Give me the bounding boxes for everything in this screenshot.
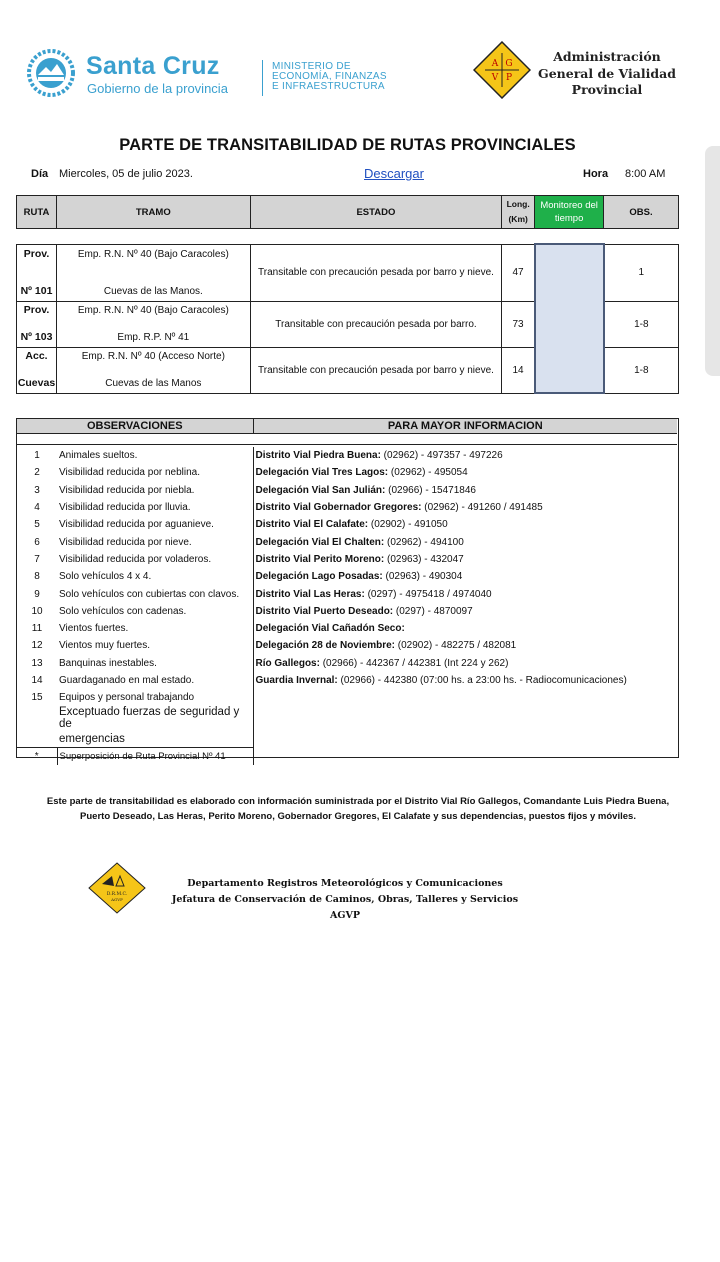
contact-phone: (0297) - 4975418 / 4974040 (364, 588, 492, 600)
route-number: Nº 101 (20, 284, 53, 297)
contact-phone: (02962) - 495054 (388, 467, 468, 479)
department-line-3: AGVP (330, 910, 360, 921)
obs-cell: 1 (604, 244, 679, 301)
table-row (17, 533, 677, 550)
table-row (17, 447, 677, 464)
col-tramo: TRAMO (56, 196, 250, 229)
col-obs: OBS. (604, 196, 679, 229)
contact-info (253, 603, 677, 620)
agvp-logo-icon (473, 41, 531, 99)
ministry-line-2: ECONOMÍA, FINANZAS (272, 71, 387, 82)
contact-info (253, 637, 677, 654)
contact-info (253, 516, 677, 533)
header-spacer (17, 435, 677, 445)
table-row (17, 516, 677, 533)
contact-info (253, 585, 677, 602)
contact-name: Distrito Vial El Calafate: (255, 519, 369, 531)
observation-text: Visibilidad reducida por aguanieve. (59, 519, 214, 531)
tramo-from: Emp. R.N. Nº 40 (Bajo Caracoles) (77, 248, 229, 260)
observation-text: Solo vehículos con cadenas. (59, 605, 187, 617)
agency-name (536, 49, 678, 99)
contact-name: Delegación 28 de Noviembre: (255, 640, 395, 652)
contact-phone: (02966) - 442380 (07:00 hs. a 23:00 hs. - Radiocomunicaciones) (337, 675, 627, 686)
observation-number (17, 730, 57, 747)
contact-info (253, 730, 677, 747)
department-line-2: Jefatura de Conservación de Caminos, Obras, Talleres y Servicios (171, 894, 519, 905)
tramo-cell (56, 301, 250, 347)
agency-line-2: General de Vialidad (538, 65, 676, 81)
observation-number: * (17, 748, 57, 765)
route-cell (17, 244, 57, 301)
table-row (17, 603, 677, 620)
santa-cruz-emblem-icon (26, 48, 76, 98)
observation-number: 7 (34, 553, 40, 565)
footnote-line-1: Este parte de transitabilidad es elaborado con información suministrada por el Distrito Vial Río Gallegos, Comandante Luis Piedra Buena, (46, 796, 670, 807)
contact-phone: (02966) - 15471846 (385, 484, 476, 496)
observations-box (16, 418, 679, 763)
observation-text: Banquinas inestables. (59, 657, 157, 669)
long-cell: 47 (502, 244, 535, 301)
table-row (17, 568, 677, 585)
contact-phone: (02962) - 491260 / 491485 (421, 502, 543, 514)
observation-text: Visibilidad reducida por nieve. (59, 536, 192, 548)
routes-header-table (16, 195, 679, 229)
contact-phone: (0297) - 4870097 (393, 605, 473, 617)
col-monitoreo-line-1: Monitoreo del (540, 200, 598, 211)
observations-title: OBSERVACIONES (17, 419, 253, 433)
route-type: Prov. (23, 247, 50, 260)
col-estado: ESTADO (250, 196, 502, 229)
contact-phone: (02962) - 497357 - 497226 (380, 450, 503, 462)
estado-cell: Transitable con precaución pesada por barro y nieve. (250, 347, 502, 393)
table-row (17, 672, 677, 689)
col-long-line-1: Long. (506, 199, 530, 209)
footnote (28, 794, 688, 824)
table-row (17, 482, 677, 499)
agvp-letter-p: P (505, 73, 513, 83)
agvp-letter-a: A (491, 59, 499, 69)
hour-label: Hora (583, 168, 609, 180)
observation-text: Guardaganado en mal estado. (59, 675, 195, 686)
col-ruta: RUTA (17, 196, 57, 229)
observation-text: Solo vehículos 4 x 4. (59, 571, 152, 583)
tramo-from: Emp. R.N. Nº 40 (Bajo Caracoles) (77, 305, 229, 316)
observation-number: 11 (31, 623, 43, 635)
observation-number: 4 (34, 502, 40, 514)
observation-number: 3 (34, 484, 40, 496)
col-monitoreo-line-2: tiempo (554, 213, 584, 224)
tramo-to: Cuevas de las Manos. (103, 285, 203, 297)
table-row (17, 689, 677, 706)
contact-phone: (02902) - 482275 / 482081 (395, 640, 517, 652)
agvp-letter-v: V (491, 73, 499, 83)
contact-name: Distrito Vial Puerto Deseado: (255, 605, 394, 617)
observation-text: Animales sueltos. (59, 450, 138, 462)
monitor-cell (535, 244, 604, 393)
route-number: Nº 103 (20, 331, 53, 343)
col-long (502, 196, 535, 229)
table-row (17, 620, 677, 637)
observation-number: 14 (31, 675, 43, 686)
table-row (17, 499, 677, 516)
tramo-to: Cuevas de las Manos (105, 378, 202, 389)
observation-text: Superposición de Ruta Provincial Nº 41 (57, 748, 253, 765)
table-row (17, 748, 677, 765)
agency-line-1: Administración (553, 49, 661, 64)
observation-text: Visibilidad reducida por niebla. (59, 484, 195, 496)
contact-info (253, 748, 677, 765)
observation-number: 13 (31, 657, 43, 669)
contact-name: Delegación Vial El Chalten: (255, 536, 385, 548)
route-type: Prov. (23, 304, 50, 316)
day-label: Día (31, 168, 49, 180)
contact-info (253, 620, 677, 637)
route-type: Acc. (25, 350, 48, 362)
observation-text: emergencias (59, 732, 125, 745)
contact-name: Río Gallegos: (255, 657, 320, 669)
contact-phone: (02966) - 442367 / 442381 (Int 224 y 262) (319, 657, 509, 669)
day-value: Miercoles, 05 de julio 2023. (59, 168, 193, 180)
observation-number: 1 (34, 450, 40, 462)
contact-name: Distrito Vial Piedra Buena: (255, 450, 381, 462)
table-row (17, 585, 677, 602)
route-cell (17, 301, 57, 347)
header-divider (262, 60, 263, 96)
obs-cell: 1-8 (604, 301, 679, 347)
observation-number: 5 (34, 519, 40, 531)
report-title: PARTE DE TRANSITABILIDAD DE RUTAS PROVINCIALES (119, 136, 576, 154)
footnote-line-2: Puerto Deseado, Las Heras, Perito Moreno, Gobernador Gregores, El Calafate y sus dependencias, puestos fijos y móviles. (80, 811, 636, 822)
observation-number: 8 (34, 571, 40, 583)
observation-number: 6 (34, 536, 40, 548)
contact-name: Guardia Invernal: (255, 675, 338, 686)
drmc-logo-subtext: AGVP (111, 897, 123, 902)
contact-name: Delegación Lago Posadas: (255, 571, 383, 583)
contact-info (253, 689, 677, 706)
obs-cell: 1-8 (604, 347, 679, 393)
observation-text: Exceptuado fuerzas de seguridad y de (59, 706, 240, 731)
ministry-line-1: MINISTERIO DE (272, 61, 351, 72)
col-monitoreo (535, 196, 604, 229)
scrollbar[interactable] (705, 146, 720, 376)
contact-phone: (02902) - 491050 (368, 519, 448, 531)
col-long-line-2: (Km) (508, 214, 528, 224)
contact-phone: (02963) - 490304 (382, 571, 463, 583)
contact-info (253, 551, 677, 568)
contact-info (253, 533, 677, 550)
observation-number: 15 (31, 692, 43, 704)
contact-info (253, 706, 677, 730)
route-number: Cuevas (17, 377, 56, 389)
estado-cell: Transitable con precaución pesada por barro y nieve. (250, 244, 502, 301)
observation-text: Visibilidad reducida por voladeros. (59, 553, 212, 565)
table-row (17, 730, 677, 747)
hour-value: 8:00 AM (625, 168, 666, 180)
observation-text: Visibilidad reducida por neblina. (59, 467, 201, 479)
province-subtitle: Gobierno de la provincia (87, 81, 228, 96)
observation-text: Vientos muy fuertes. (59, 640, 150, 652)
contact-info (253, 568, 677, 585)
info-title: PARA MAYOR INFORMACION (253, 419, 677, 433)
agency-line-3: Provincial (571, 82, 643, 97)
table-row (17, 551, 677, 568)
contact-name: Delegación Vial Cañadón Seco: (255, 623, 405, 635)
tramo-cell (56, 244, 250, 301)
routes-table (16, 243, 679, 394)
province-name: Santa Cruz (86, 52, 220, 80)
contact-info (253, 672, 677, 689)
table-row (17, 464, 677, 481)
ministry-name (272, 62, 387, 92)
contact-name: Distrito Vial Perito Moreno: (255, 553, 385, 565)
contact-name: Delegación Vial Tres Lagos: (255, 467, 389, 479)
contact-name: Delegación Vial San Julián: (255, 484, 386, 496)
route-cell (17, 347, 57, 393)
contact-phone: (02962) - 494100 (384, 536, 464, 548)
tramo-from: Emp. R.N. Nº 40 (Acceso Norte) (81, 351, 225, 362)
table-row (17, 637, 677, 654)
department-signature (150, 876, 540, 924)
observations-table (17, 447, 677, 765)
observation-text: Equipos y personal trabajando (59, 692, 195, 704)
observation-number (17, 706, 57, 730)
observation-text: Visibilidad reducida por lluvia. (59, 502, 191, 514)
contact-info (253, 464, 677, 481)
agvp-letter-g: G (505, 59, 513, 69)
contact-info (253, 447, 677, 464)
observation-number: 2 (34, 467, 40, 479)
table-row (17, 655, 677, 672)
observation-number: 9 (34, 588, 40, 600)
contact-name: Distrito Vial Las Heras: (255, 588, 365, 600)
contact-info (253, 655, 677, 672)
download-link[interactable]: Descargar (364, 166, 424, 181)
tramo-cell (56, 347, 250, 393)
contact-name: Distrito Vial Gobernador Gregores: (255, 502, 422, 514)
ministry-line-3: E INFRAESTRUCTURA (272, 81, 385, 92)
contact-info (253, 499, 677, 516)
long-cell: 14 (502, 347, 535, 393)
observation-number: 12 (31, 640, 43, 652)
table-row (17, 244, 679, 301)
observations-header (17, 419, 677, 434)
observation-text: Solo vehículos con cubiertas con clavos. (59, 588, 240, 600)
observation-text: Vientos fuertes. (59, 623, 129, 635)
contact-phone: (02963) - 432047 (384, 553, 464, 565)
drmc-logo-icon (88, 862, 146, 914)
department-line-1: Departamento Registros Meteorológicos y Comunicaciones (187, 878, 503, 889)
estado-cell: Transitable con precaución pesada por barro. (250, 301, 502, 347)
contact-info (253, 482, 677, 499)
tramo-to: Emp. R.P. Nº 41 (117, 332, 190, 343)
drmc-logo-text: D.R.M.C. (106, 892, 128, 897)
long-cell: 73 (502, 301, 535, 347)
observation-number: 10 (31, 605, 43, 617)
table-row (17, 706, 677, 730)
